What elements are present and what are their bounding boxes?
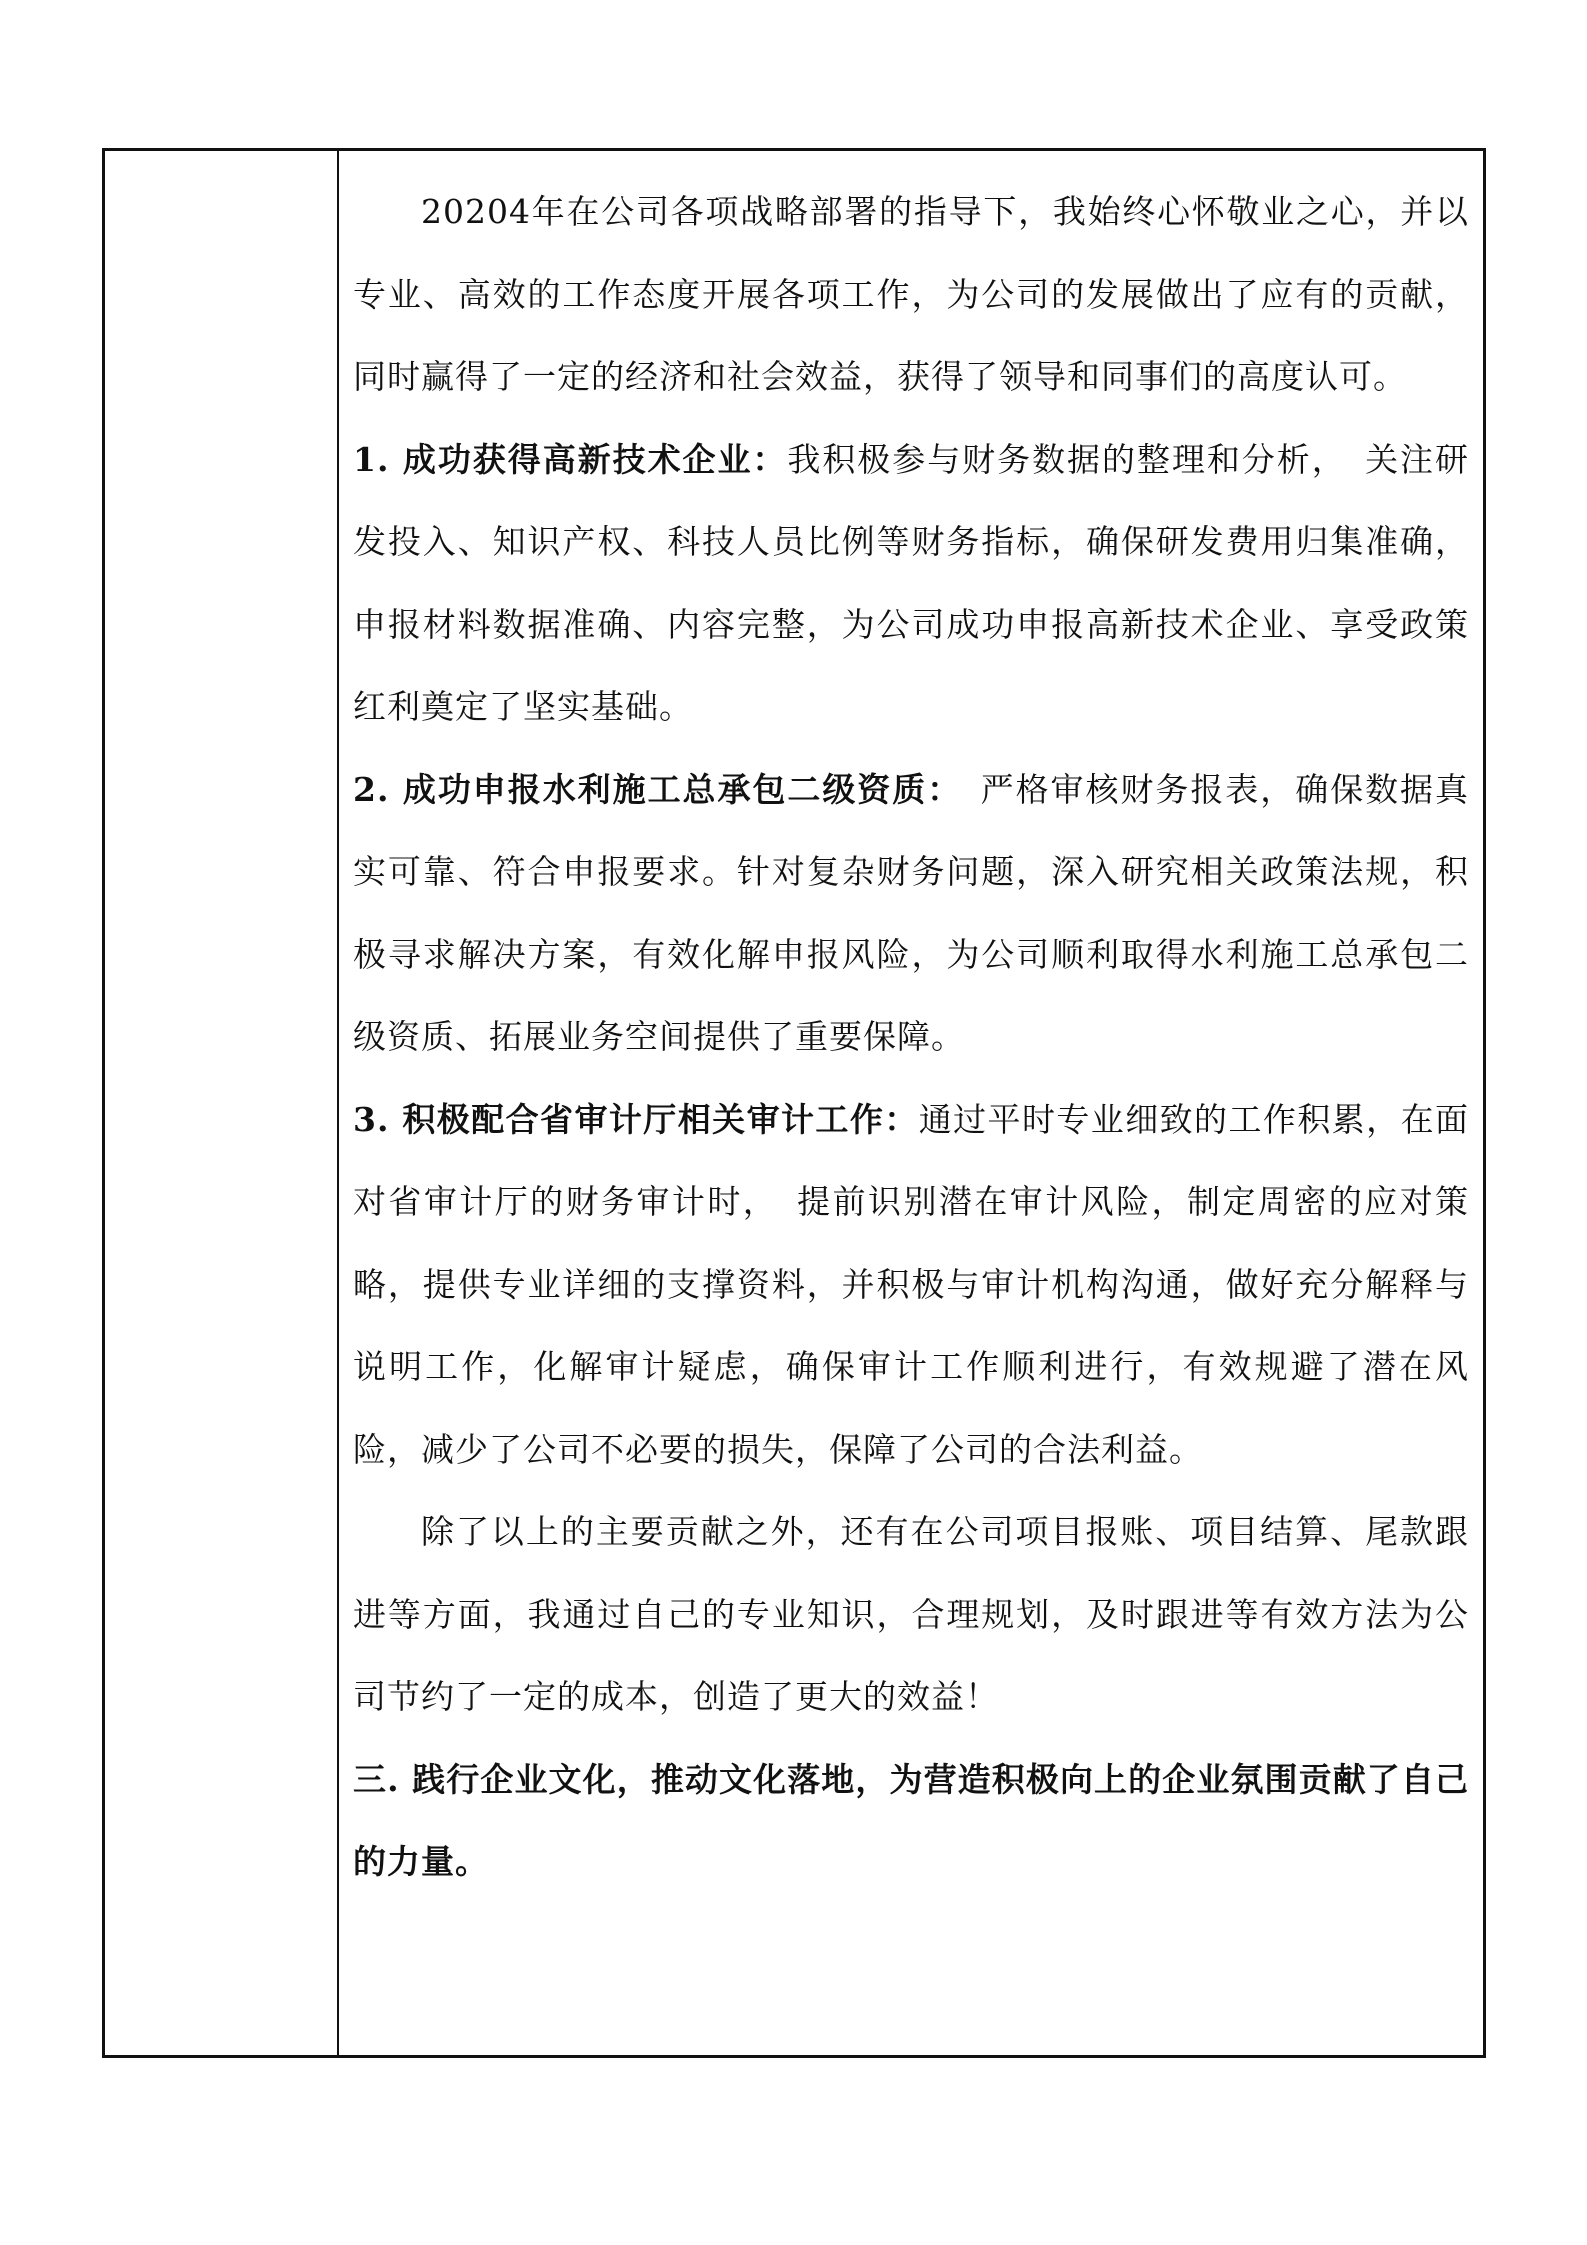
section-heading: 三. 践行企业文化，推动文化落地，为营造积极向上的企业氛围贡献了自己的力量。 (353, 1759, 1469, 1881)
item-body-1: 我积极参与财务数据的整理和分析， 关注研发投入、知识产权、科技人员比例等财务指标，确保研发费用归集准确，申报材料数据准确、内容完整，为公司成功申报高新技术企业、享受政策红利奠定了坚实基础。 (353, 439, 1469, 726)
item-heading-3: 3. 积极配合省审计厅相关审计工作： (353, 1099, 919, 1139)
content-table (102, 148, 1486, 2058)
item-heading-1: 1. 成功获得高新技术企业： (353, 439, 788, 479)
intro-paragraph: 20204年在公司各项战略部署的指导下，我始终心怀敬业之心，并以专业、高效的工作态度开展各项工作，为公司的发展做出了应有的贡献，同时赢得了一定的经济和社会效益，获得了领导和同事们的高度认可。 (353, 192, 1469, 396)
table-content-column (339, 151, 1483, 2055)
closing-paragraph: 除了以上的主要贡献之外，还有在公司项目报账、项目结算、尾款跟进等方面，我通过自己的专业知识，合理规划，及时跟进等有效方法为公司节约了一定的成本，创造了更大的效益！ (353, 1512, 1469, 1716)
item-body-2: 严格审核财务报表，确保数据真实可靠、符合申报要求。针对复杂财务问题，深入研究相关政策法规，积极寻求解决方案，有效化解申报风险，为公司顺利取得水利施工总承包二级资质、拓展业务空间提供了重要保障。 (353, 769, 1469, 1056)
item-paragraph-2 (353, 749, 1469, 1079)
item-paragraph-1 (353, 419, 1469, 749)
item-body-3: 通过平时专业细致的工作积累，在面对省审计厅的财务审计时， 提前识别潜在审计风险，制定周密的应对策略，提供专业详细的支撑资料，并积极与审计机构沟通，做好充分解释与说明工作，化解审计疑虑，确保审计工作顺利进行，有效规避了潜在风险，减少了公司不必要的损失，保障了公司的合法利益。 (353, 1099, 1470, 1469)
table-label-column (105, 151, 339, 2055)
item-paragraph-3 (353, 1079, 1469, 1492)
item-heading-2: 2. 成功申报水利施工总承包二级资质： (353, 769, 946, 809)
